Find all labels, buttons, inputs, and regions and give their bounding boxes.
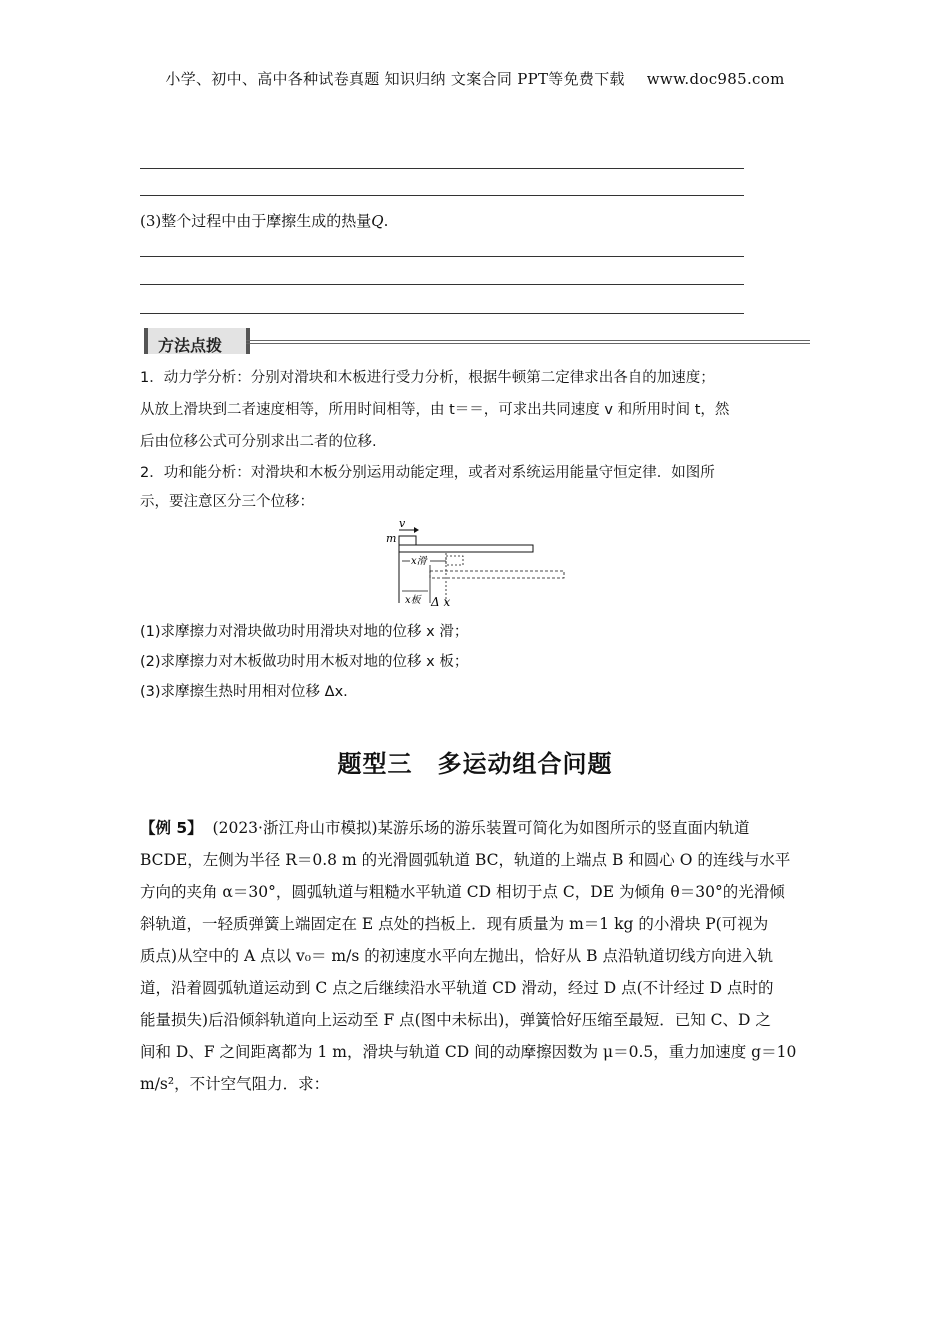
method-p1-line3: 后由位移公式可分别求出二者的位移. [140, 434, 377, 450]
example-text: (2023·浙江舟山市模拟)某游乐场的游乐装置可简化为如图所示的竖直面内轨道 [212, 819, 750, 837]
answer-line [140, 195, 744, 196]
method-d1: (1)求摩擦力对滑块做功时用滑块对地的位移 x 滑； [140, 624, 469, 640]
method-heading-bar [140, 326, 810, 356]
question-3-text: (3)整个过程中由于摩擦生成的热量 [140, 212, 372, 230]
diagram-m-label: m [386, 532, 397, 545]
method-heading-rule [246, 340, 810, 344]
question-3-end: . [383, 212, 389, 230]
header-text: 小学、初中、高中各种试卷真题 知识归纳 文案合同 PPT等免费下载 [165, 70, 625, 88]
method-p2-line2: 示，要注意区分三个位移： [140, 494, 314, 510]
slider-moved [446, 556, 463, 565]
example-5 [140, 812, 810, 1100]
header-url: www.doc985.com [646, 70, 785, 88]
answer-line [140, 284, 744, 285]
delta-x-label: Δ x [431, 595, 451, 609]
example-row: m/s²，不计空气阻力．求： [140, 1075, 330, 1093]
board-moved [430, 571, 564, 578]
answer-line [140, 313, 744, 314]
example-row: 道，沿着圆弧轨道运动到 C 点之后继续沿水平轨道 CD 滑动，经过 D 点(不计经过 D 点时的 [140, 979, 774, 997]
method-heading-box [144, 328, 250, 354]
x-board-label: x板 [405, 595, 421, 606]
x-slide-label: x滑 [411, 556, 427, 567]
example-row: BCDE，左侧为半径 R＝0.8 m 的光滑圆弧轨道 BC，轨道的上端点 B 和圆心 O 的连线与水平 [140, 851, 791, 869]
method-d2: (2)求摩擦力对木板做功时用木板对地的位移 x 板； [140, 654, 469, 670]
board [399, 545, 533, 552]
answer-line [140, 256, 744, 257]
method-d3: (3)求摩擦生热时用相对位移 Δx. [140, 684, 348, 700]
example-row: 间和 D、F 之间距离都为 1 m，滑块与轨道 CD 间的动摩擦因数为 μ＝0.5，重力加速度 g＝10 [140, 1043, 797, 1061]
method-p1-line2: 从放上滑块到二者速度相等，所用时间相等，由 t＝＝，可求出共同速度 v 和所用时间 t，然 [140, 402, 730, 418]
slider-block [399, 536, 416, 545]
question-3 [140, 211, 810, 231]
question-3-var: Q [371, 212, 384, 230]
example-row: 方向的夹角 α＝30°，圆弧轨道与粗糙水平轨道 CD 相切于点 C，DE 为倾角 θ＝30°的光滑倾 [140, 883, 785, 901]
diagram-v-label: v [399, 518, 406, 530]
velocity-arrowhead [414, 527, 419, 533]
method-p1-line1: 1．动力学分析：分别对滑块和木板进行受力分析，根据牛顿第二定律求出各自的加速度； [140, 370, 715, 386]
example-row-1 [140, 812, 810, 844]
example-row: 质点)从空中的 A 点以 v₀＝ m/s 的初速度水平向左抛出，恰好从 B 点沿轨道切线方向进入轨 [140, 947, 773, 965]
method-heading: 方法点拨 [158, 336, 223, 355]
section-title: 题型三 多运动组合问题 [337, 750, 613, 778]
answer-line [140, 168, 744, 169]
page-header [0, 68, 950, 89]
example-label: 【例 5】 [140, 819, 203, 837]
method-p2-line1: 2．功和能分析：对滑块和木板分别运用动能定理，或者对系统运用能量守恒定律．如图所 [140, 465, 715, 481]
slider-board-diagram [380, 518, 570, 610]
example-row: 能量损失)后沿倾斜轨道向上运动至 F 点(图中未标出)，弹簧恰好压缩至最短．已知 C、D 之 [140, 1011, 771, 1029]
example-row: 斜轨道，一轻质弹簧上端固定在 E 点处的挡板上．现有质量为 m＝1 kg 的小滑块 P(可视为 [140, 915, 769, 933]
